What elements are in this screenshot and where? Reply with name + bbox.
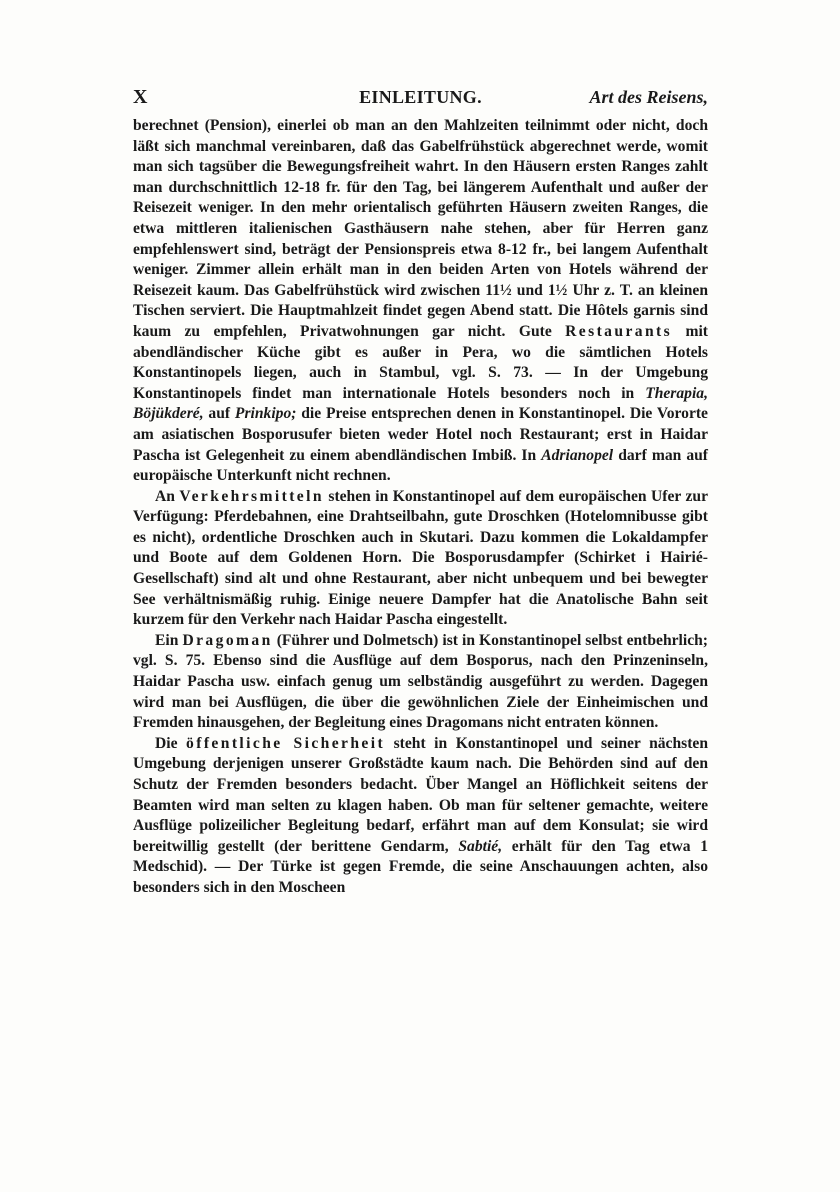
- text-run: An: [155, 487, 180, 505]
- italic-term: Adrianopel: [541, 446, 614, 464]
- italic-term: Prinkipo;: [234, 405, 297, 423]
- page-body: [133, 116, 708, 899]
- text-run: (Führer und Dolmetsch) ist in Konstantinopel selbst entbehrlich; vgl. S. 75. Ebenso sind die Ausflüge auf dem Bosporus, nach den Prinzeninseln, Haidar Pascha usw. einfach genug um selbständig ausgeführt zu werden. Dagegen wird man bei Ausflügen, die über die gewöhnlichen Ziele der Einheimischen und Fremden hinausgehen, der Begleitung eines Dragomans nicht entraten können.: [133, 631, 708, 732]
- book-page: [133, 86, 708, 899]
- paragraph: [133, 116, 708, 487]
- text-run: die Preise entsprechen denen in Konstantinopel. Die Vororte am asiatischen Bosporusufer bieten weder Hotel noch Restaurant; erst in Haidar Pascha ist Gelegenheit zu einem abendländischen Imbiß. In: [133, 405, 708, 464]
- spaced-term: Restaurants: [565, 322, 673, 340]
- page-header: [133, 86, 708, 116]
- italic-term: Therapia, Böjükderé,: [133, 384, 708, 423]
- text-run: Ein: [155, 631, 183, 649]
- paragraph: [133, 734, 708, 899]
- spaced-term: Verkehrsmitteln: [179, 487, 324, 505]
- paragraph: [133, 487, 708, 631]
- text-run: Die: [155, 734, 187, 752]
- paragraph: [133, 631, 708, 734]
- running-head: Art des Reisens,: [589, 87, 708, 107]
- spaced-term: öffentliche Sicherheit: [186, 734, 386, 752]
- chapter-title: EINLEITUNG.: [359, 87, 482, 107]
- page-number: X: [133, 86, 148, 108]
- text-run: berechnet (Pension), einerlei ob man an den Mahlzeiten teilnimmt oder nicht, doch läßt sich manchmal vereinbaren, daß das Gabelfrühstück abgerechnet werde, womit man sich tagsüber die Bewegungsfreiheit wahrt. In den Häusern ersten Ranges zahlt man durchschnittlich 12-18 fr. für den Tag, bei längerem Aufenthalt und außer der Reisezeit weniger. In den mehr orientalisch geführten Häusern zweiten Ranges, die etwa mittleren italienischen Gasthäusern nahe stehen, aber für Herren ganz empfehlenswert sind, beträgt der Pensionspreis etwa 8-12 fr., bei langem Aufenthalt weniger. Zimmer allein erhält man in den beiden Arten von Hotels während der Reisezeit kaum. Das Gabelfrühstück wird zwischen 11½ und 1½ Uhr z. T. an kleinen Tischen serviert. Die Hauptmahlzeit findet gegen Abend statt. Die Hôtels garnis sind kaum zu empfehlen, Privatwohnungen gar nicht. Gute: [133, 117, 708, 340]
- text-run: mit abendländischer Küche gibt es außer in Pera, wo die sämtlichen Hotels Konstantinopels liegen, auch in Stambul, vgl. S. 73. — In der Umgebung Konstantinopels findet man internationale Hotels besonders noch in: [133, 322, 708, 402]
- spaced-term: Dragoman: [182, 631, 273, 649]
- text-run: stehen in Konstantinopel auf dem europäischen Ufer zur Verfügung: Pferdebahnen, eine Drahtseilbahn, gute Droschken (Hotelomnibusse gibt es nicht), ordentliche Droschken auch in Skutari. Dazu kommen die Lokaldampfer und Boote auf dem Goldenen Horn. Die Bosporusdampfer (Schirket i Hairié-Gesellschaft) sind alt und ohne Restaurant, aber nicht unbequem und bei bewegter See verhältnismäßig ruhig. Einige neuere Dampfer hat die Anatolische Bahn seit kurzem für den Verkehr nach Haidar Pascha eingestellt.: [133, 487, 708, 629]
- text-run: auf: [203, 405, 235, 423]
- text-run: erhält für den Tag etwa 1 Medschid). — Der Türke ist gegen Fremde, die seine Anschauungen achten, also besonders sich in den Moscheen: [133, 837, 709, 896]
- italic-term: Sabtié,: [458, 837, 503, 855]
- text-run: darf man auf europäische Unterkunft nicht rechnen.: [133, 446, 709, 485]
- text-run: steht in Konstantinopel und seiner nächsten Umgebung derjenigen unserer Großstädte kaum nach. Die Behörden sind auf den Schutz der Fremden besonders bedacht. Über Mangel an Höflichkeit seitens der Beamten wird man selten zu klagen haben. Ob man für seltener gemachte, weitere Ausflüge polizeilicher Begleitung bedarf, erfährt man auf dem Konsulat; sie wird bereitwillig gestellt (der berittene Gendarm,: [133, 734, 708, 855]
